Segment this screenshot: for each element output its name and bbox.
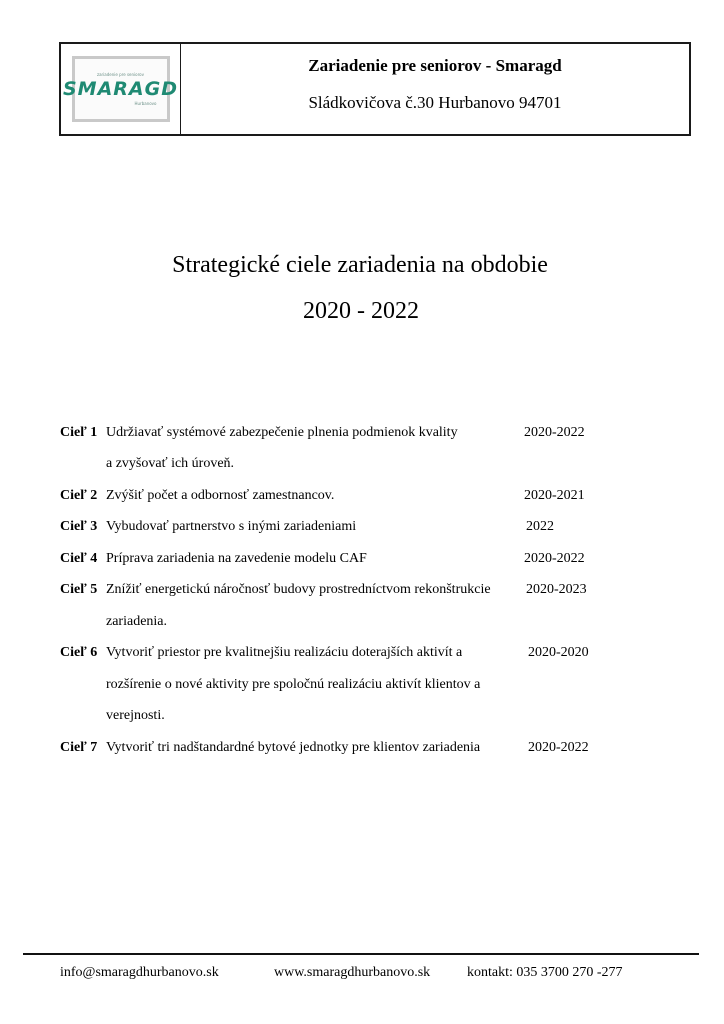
goal-text: Znížiť energetickú náročnosť budovy prostredníctvom rekonštrukcie [106,582,491,597]
footer-email[interactable]: info@smaragdhurbanovo.sk [60,965,219,980]
goal-label: Cieľ 6 [60,645,98,660]
goal-label: Cieľ 5 [60,582,98,597]
logo-sub-text: Hurbanovo [134,101,157,106]
goal-text: Vytvoriť priestor pre kvalitnejšiu realizáciu doterajších aktivít a [106,645,463,660]
logo-word: SMARAGD [63,78,178,100]
organization-info [181,44,689,134]
goal-period: 2020-2023 [526,582,587,597]
goal-period: 2020-2021 [524,488,585,503]
footer-contact: kontakt: 035 3700 270 -277 [467,965,623,980]
footer-website[interactable]: www.smaragdhurbanovo.sk [274,965,431,980]
goal-period: 2020-2022 [528,740,589,755]
document-period: 2020 - 2022 [303,298,419,324]
goal-label: Cieľ 1 [60,425,98,440]
goal-text: zariadenia. [106,614,168,629]
goal-label: Cieľ 3 [60,519,98,534]
goal-text: Zvýšiť počet a odbornosť zamestnancov. [106,488,335,503]
organization-address: Sládkovičova č.30 Hurbanovo 94701 [308,93,562,112]
goal-text: verejnosti. [106,708,165,723]
goal-label: Cieľ 7 [60,740,98,755]
goal-text: Vybudovať partnerstvo s inými zariadeniami [106,519,357,534]
logo-top-text: zariadenie pre seniorov [97,72,144,77]
footer-divider [23,953,699,955]
goal-text: a zvyšovať ich úroveň. [106,456,235,471]
letterhead-table [59,42,691,136]
goal-text: Príprava zariadenia na zavedenie modelu CAF [106,551,367,566]
goal-period: 2020-2022 [524,551,585,566]
goal-period: 2020-2020 [528,645,589,660]
goal-text: Vytvoriť tri nadštandardné bytové jednotky pre klientov zariadenia [106,740,481,755]
goal-period: 2022 [526,519,554,534]
document-title: Strategické ciele zariadenia na obdobie [172,252,548,278]
smaragd-logo [63,56,178,122]
organization-name: Zariadenie pre seniorov - Smaragd [308,56,562,75]
goal-text: rozšírenie o nové aktivity pre spoločnú realizáciu aktivít klientov a [106,677,481,692]
goal-period: 2020-2022 [524,425,585,440]
goal-label: Cieľ 4 [60,551,98,566]
logo-cell [61,44,181,134]
goal-text: Udržiavať systémové zabezpečenie plnenia podmienok kvality [106,425,458,440]
goal-label: Cieľ 2 [60,488,98,503]
